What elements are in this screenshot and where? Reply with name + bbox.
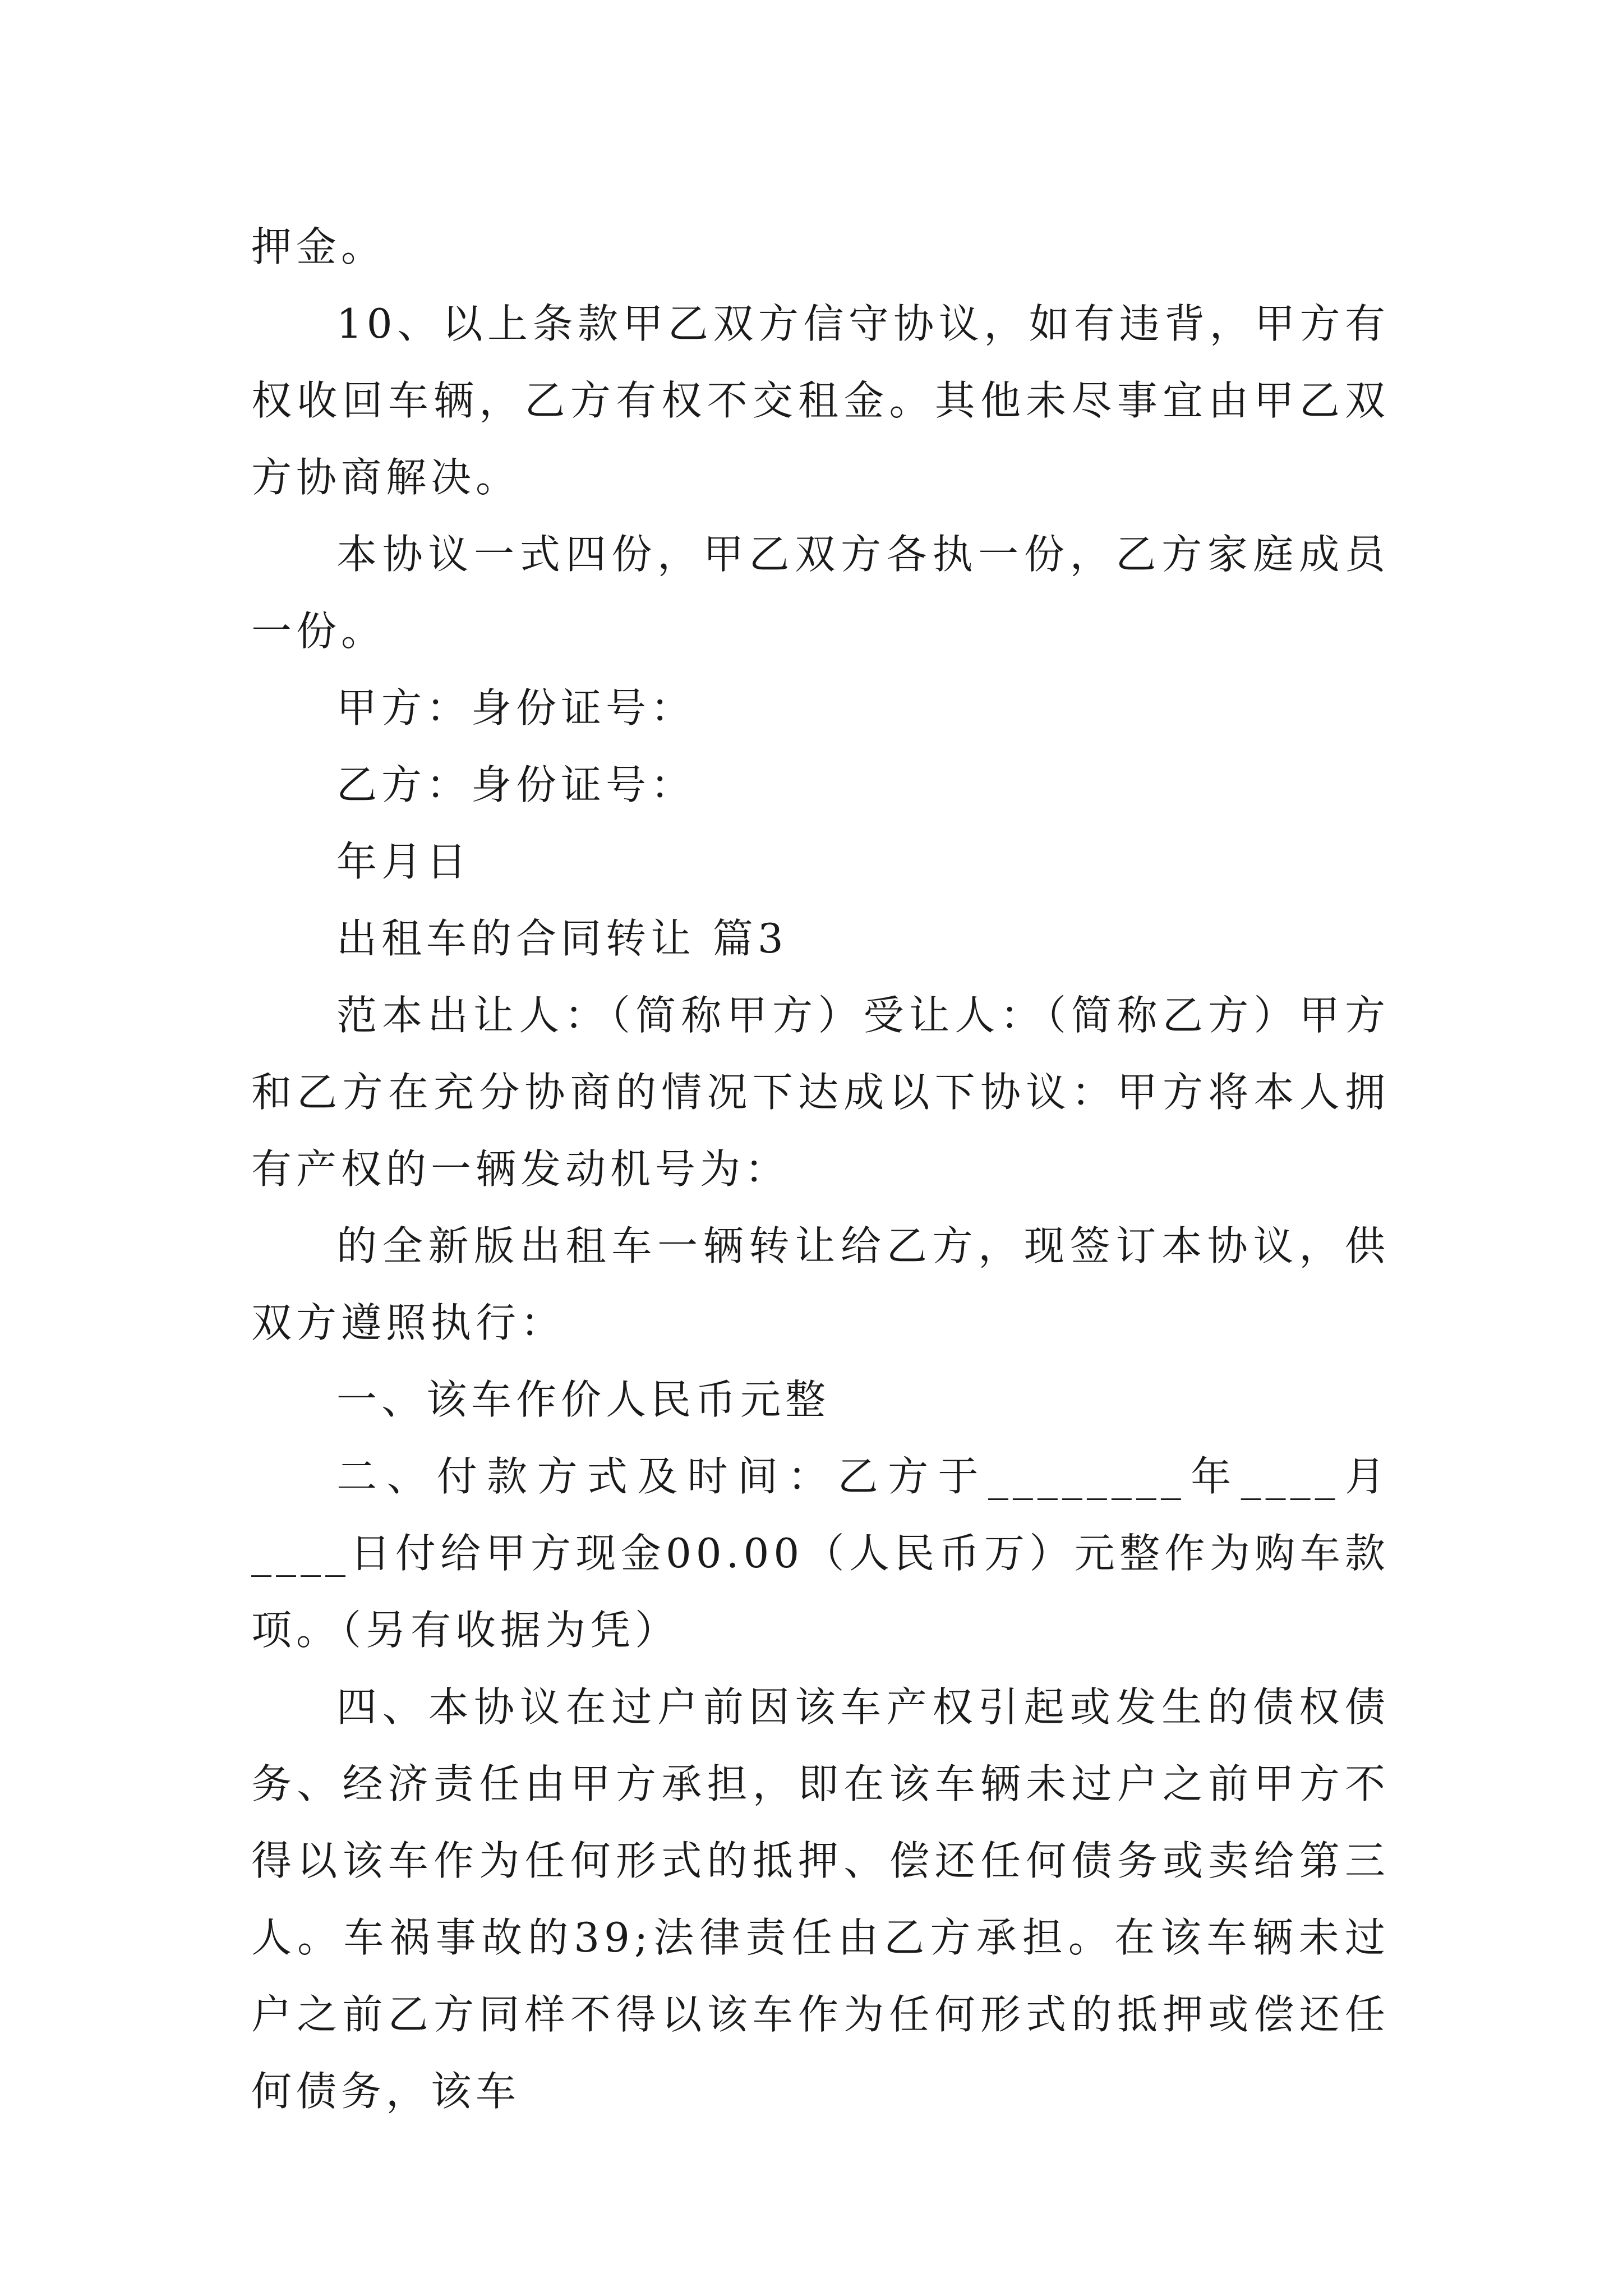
paragraph-clause-4: 四、本协议在过户前因该车产权引起或发生的债权债务、经济责任由甲方承担，即在该车辆未过户之前甲方不得以该车作为任何形式的抵押、偿还任何债务或卖给第三人。车祸事故的39;法律责任由乙方承担。在该车辆未过户之前乙方同样不得以该车作为任何形式的抵押或偿还任何债务，该车 (251, 1683, 1390, 2115)
paragraph-copies: 本协议一式四份，甲乙双方各执一份，乙方家庭成员一份。 (251, 531, 1390, 655)
party-b-id-line: 乙方：身份证号： (336, 761, 696, 808)
paragraph-clause-2: 二、付款方式及时间：乙方于________年____月____日付给甲方现金00.00（人民币万）元整作为购车款项。（另有收据为凭） (251, 1453, 1390, 1654)
date-line: 年月日 (336, 838, 472, 885)
paragraph-parties: 范本出让人：（简称甲方）受让人：（简称乙方）甲方和乙方在充分协商的情况下达成以下协议：甲方将本人拥有产权的一辆发动机号为： (251, 992, 1390, 1193)
document-body (251, 209, 1390, 2130)
party-a-id-line: 甲方：身份证号： (336, 684, 696, 731)
paragraph-clause-1: 一、该车作价人民币元整 (336, 1376, 831, 1423)
paragraph-transfer: 的全新版出租车一辆转让给乙方，现签订本协议，供双方遵照执行： (251, 1222, 1390, 1346)
paragraph-deposit: 押金。 (251, 223, 386, 270)
paragraph-clause-10: 10、以上条款甲乙双方信守协议，如有违背，甲方有权收回车辆，乙方有权不交租金。其他未尽事宜由甲乙双方协商解决。 (251, 300, 1390, 501)
section-heading: 出租车的合同转让 篇3 (336, 915, 788, 962)
